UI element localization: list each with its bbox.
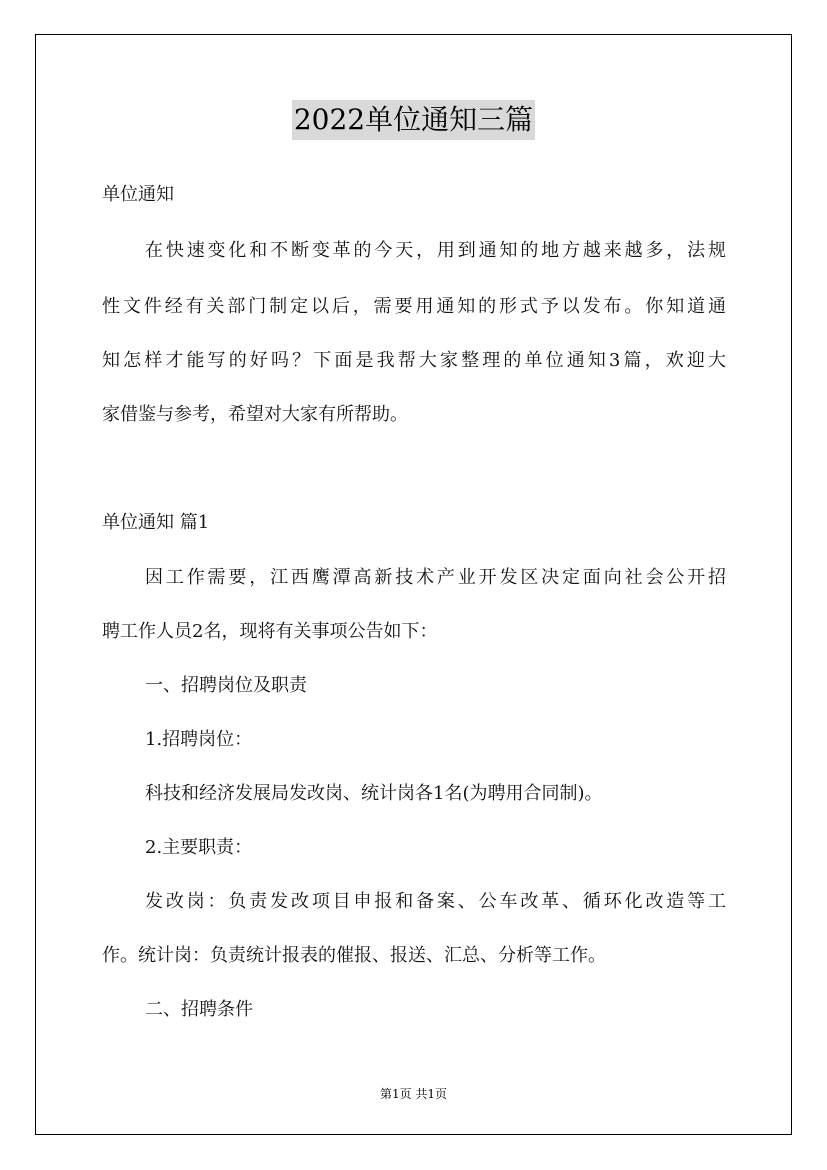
article-heading: 单位通知 篇1 <box>102 512 210 533</box>
article-line-4: 1.招聘岗位： <box>145 729 253 750</box>
article-line-9: 二、招聘条件 <box>145 999 253 1020</box>
article-line-1: 因工作需要，江西鹰潭高新技术产业开发区决定面向社会公开招 <box>145 567 726 588</box>
article-line-2: 聘工作人员2名，现将有关事项公告如下： <box>102 621 438 642</box>
article-line-8: 作。统计岗：负责统计报表的催报、报送、汇总、分析等工作。 <box>102 945 606 966</box>
article-line-3: 一、招聘岗位及职责 <box>145 675 307 696</box>
page-footer: 第1页 共1页 <box>379 1087 448 1101</box>
intro-line-1: 在快速变化和不断变革的今天，用到通知的地方越来越多，法规 <box>145 240 726 261</box>
intro-line-2: 性文件经有关部门制定以后，需要用通知的形式予以发布。你知道通 <box>102 296 726 317</box>
intro-line-3: 知怎样才能写的好吗？下面是我帮大家整理的单位通知3篇，欢迎大 <box>102 350 726 371</box>
document-title: 2022单位通知三篇 <box>292 100 535 140</box>
section-heading: 单位通知 <box>102 184 174 205</box>
intro-line-4: 家借鉴与参考，希望对大家有所帮助。 <box>102 404 408 425</box>
article-line-7: 发改岗：负责发改项目申报和备案、公车改革、循环化改造等工 <box>145 891 726 912</box>
article-line-6: 2.主要职责： <box>145 837 253 858</box>
article-line-5: 科技和经济发展局发改岗、统计岗各1名(为聘用合同制)。 <box>145 783 603 804</box>
